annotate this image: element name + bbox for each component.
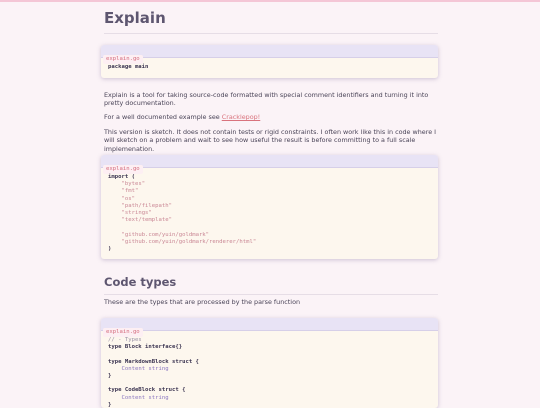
code-line: "fmt" [108, 188, 139, 195]
example-text: For a well documented example see [104, 113, 222, 121]
code-line: import ( [108, 174, 135, 180]
code-line: } [108, 401, 112, 408]
code-content [101, 168, 438, 259]
code-line: "github.com/yuin/goldmark/renderer/html" [108, 238, 257, 245]
code-content [101, 331, 438, 408]
page-title: Explain [104, 9, 438, 34]
code-types-paragraph: These are the types that are processed by the parse function [104, 298, 301, 306]
code-tab-bar [101, 155, 438, 172]
code-line: package main [108, 64, 149, 70]
code-comment: // - Types [108, 337, 142, 343]
code-line: type CodeBlock struct { [108, 387, 186, 394]
code-filename-tab[interactable]: explain.go [103, 165, 143, 174]
code-line: } [108, 373, 112, 380]
code-line: "text/template" [108, 217, 173, 224]
code-line: ) [108, 246, 112, 253]
code-line: "github.com/yuin/goldmark" [108, 231, 210, 238]
code-block-types [101, 318, 438, 408]
example-paragraph [104, 113, 438, 121]
code-filename-tab[interactable]: explain.go [103, 55, 143, 64]
code-filename-tab[interactable]: explain.go [103, 328, 143, 337]
code-line: "os" [108, 195, 135, 202]
code-tab-bar [101, 318, 438, 335]
code-block-package [101, 45, 438, 78]
code-block-imports [101, 155, 438, 259]
code-line: Content string [108, 365, 169, 372]
code-line: Content string [108, 394, 169, 401]
cracklepop-link[interactable]: Cracklepop! [221, 113, 261, 121]
code-line: type MarkdownBlock struct { [108, 358, 199, 365]
code-line: "bytes" [108, 181, 146, 188]
code-tab-bar [101, 45, 438, 62]
intro-paragraph: Explain is a tool for taking source-code formatted with special comment identifiers and turning it into pretty documentation. [104, 91, 429, 108]
sketch-paragraph: This version is sketch. It does not contain tests or rigid constraints. I often work like this in code where I will sketch on a problem and wait to see how useful the result is before committing to a full scale implemenation. [104, 128, 437, 153]
code-content [101, 58, 438, 78]
top-accent-bar [0, 0, 540, 2]
section-heading-code-types: Code types [104, 275, 438, 295]
code-line: type Block interface{} [108, 344, 183, 351]
code-line: "path/filepath" [108, 202, 173, 209]
code-line: "strings" [108, 210, 152, 217]
